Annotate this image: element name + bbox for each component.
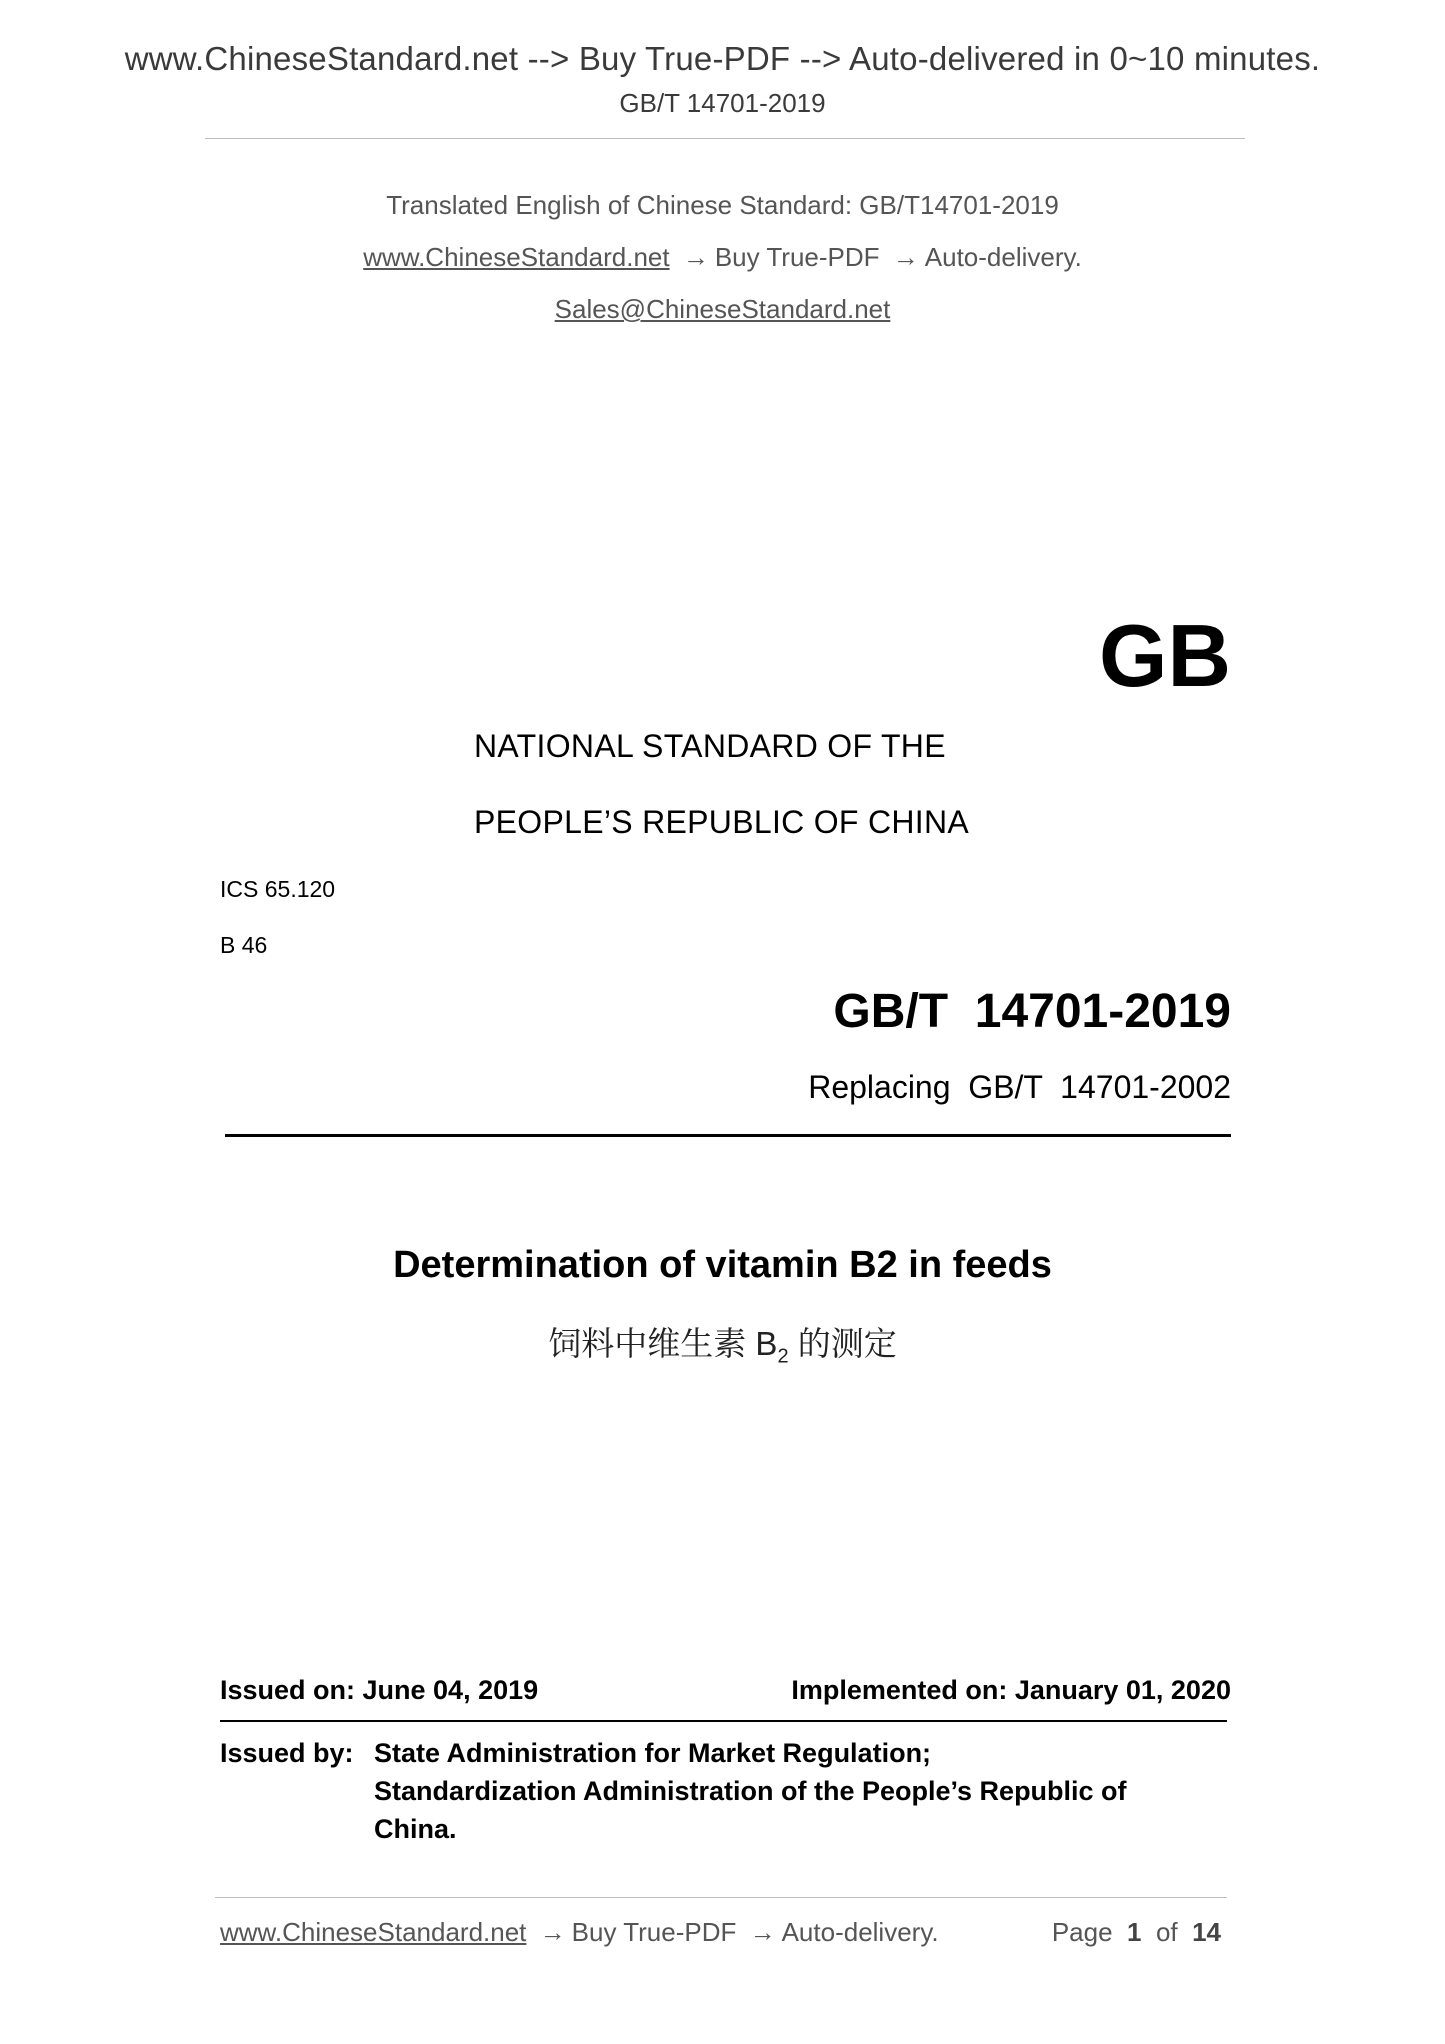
page-current: 1 [1127,1917,1142,1947]
title-chinese-subscript: 2 [777,1345,789,1368]
page-word: Page [1051,1917,1113,1947]
page-total: 14 [1192,1917,1221,1947]
page-indicator [1052,1917,1221,1948]
footer-buy-text: Buy True-PDF [571,1917,737,1947]
national-standard-line1: NATIONAL STANDARD OF THE [474,728,946,764]
buy-text: Buy True-PDF [714,242,880,272]
footer-auto-text: Auto-delivery. [781,1917,939,1947]
sales-line [0,294,1445,325]
auto-delivery-text: Auto-delivery. [924,242,1082,272]
title-chinese-part2: 的测定 [788,1325,897,1362]
ccs-code: B 46 [220,932,268,958]
ics-code: ICS 65.120 [220,876,336,902]
footer-site-link[interactable]: www.ChineseStandard.net [220,1917,527,1947]
national-standard-line2: PEOPLE’S REPUBLIC OF CHINA [474,804,970,840]
issued-by-org1: State Administration for Market Regulation; [374,1738,932,1768]
arrow-right-icon: → [539,1917,566,1947]
cover-divider [225,1134,1231,1137]
footer-divider [215,1897,1227,1898]
title-chinese [0,1318,1445,1369]
issued-by-block [220,1734,1230,1848]
site-link[interactable]: www.ChineseStandard.net [363,242,670,272]
standard-number: GB/T 14701-2019 [833,985,1231,1038]
translated-note: Translated English of Chinese Standard: GB/T14701-2019 [386,190,1059,220]
issued-on-date: Issued on: June 04, 2019 [220,1675,539,1705]
title-chinese-part1: 饲料中维生素 B [548,1325,778,1362]
arrow-right-icon: → [892,242,919,272]
footer-promo [220,1917,939,1948]
header-divider [205,138,1245,139]
buy-line [0,242,1445,273]
header-doc-code: GB/T 14701-2019 [619,88,826,118]
arrow-right-icon: → [682,242,709,272]
header-banner: www.ChineseStandard.net --> Buy True-PDF --> Auto-delivered in 0~10 minutes. [124,40,1321,77]
issued-by-org2: Standardization Administration of the People’s Republic of China. [374,1776,1127,1844]
page-of: of [1155,1917,1178,1947]
issue-divider [220,1720,1227,1722]
arrow-right-icon: → [749,1917,776,1947]
gb-mark: GB [1099,606,1231,705]
replacing-note: Replacing GB/T 14701-2002 [808,1069,1231,1105]
implemented-on-date: Implemented on: January 01, 2020 [791,1675,1231,1705]
title-english: Determination of vitamin B2 in feeds [393,1244,1052,1286]
issued-by-label: Issued by: [220,1738,354,1768]
sales-email-link[interactable]: Sales@ChineseStandard.net [554,294,891,324]
